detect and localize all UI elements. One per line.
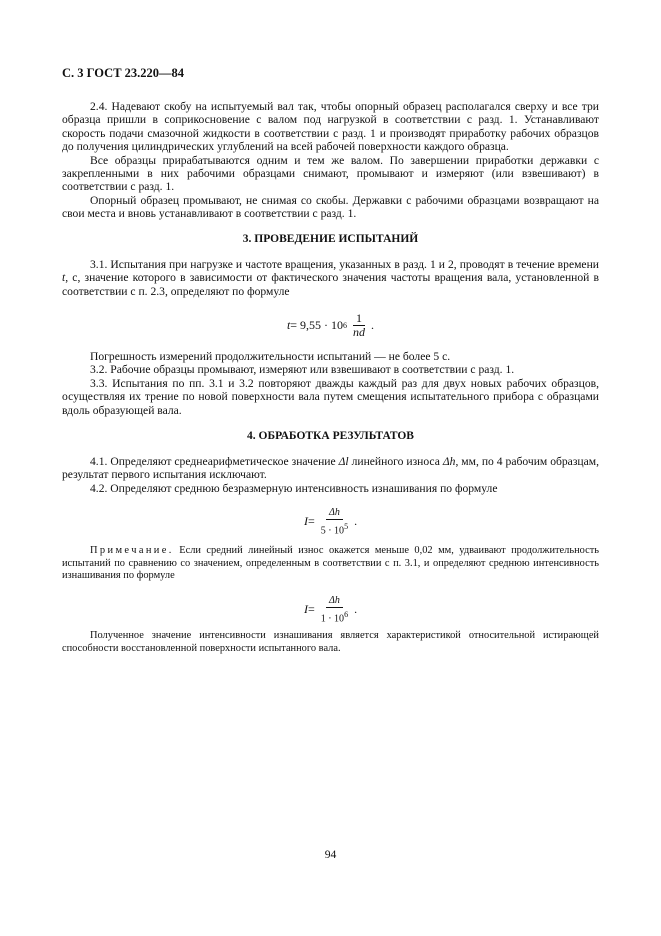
paragraph: Погрешность измерений продолжительности испытаний — не более 5 с. bbox=[90, 350, 451, 363]
page-number: 94 bbox=[324, 848, 337, 861]
paragraph: 3.1. Испытания при нагрузке и частоте вращения, указанных в разд. 1 и 2, проводят в течение времени t, с, значение которого в зависимости от фактического значения частоты вращения вала, установленной в соответствии с п. 2.3, определяют по формуле bbox=[62, 258, 599, 298]
section-3-rest bbox=[62, 350, 599, 417]
paragraph: 4.2. Определяют среднюю безразмерную интенсивность изнашивания по формуле bbox=[90, 481, 498, 495]
note bbox=[62, 545, 599, 583]
paragraph: Полученное значение интенсивности изнашивания является характеристикой относительной истирающей способности восстановленной поверхности испытанного вала. bbox=[62, 630, 599, 654]
fraction: $\frac{\Delta h}{1 \cdot 10^6}$ bbox=[320, 595, 349, 625]
paragraph: Все образцы прирабатываются одним и тем же валом. По завершении приработки державки с закрепленными в них рабочими образцами снимают, промывают и измеряют (или взвешивают) в соответствии с разд. 1. bbox=[62, 153, 599, 194]
section-3-heading: 3. ПРОВЕДЕНИЕ ИСПЫТАНИЙ bbox=[242, 233, 419, 245]
paragraph: 3.3. Испытания по пп. 3.1 и 3.2 повторяют дважды каждый раз для двух новых рабочих образцов, осуществляя их трение по новой поверхности вала путем смещения испытательного прибора с образцами вдоль образующей вала. bbox=[62, 376, 599, 417]
paragraph: Примечание. Если средний линейный износ окажется меньше 0,02 мм, удваивают продолжительность испытаний по сравнению со значением, определенным в соответствии с п. 3.1, и определяют среднюю интенсивность изнашивания по формуле bbox=[62, 545, 599, 582]
section-4-text bbox=[62, 455, 599, 495]
paragraph: Опорный образец промывают, не снимая со скобы. Державки с рабочими образцами возвращают на свои места и вновь устанавливают в соответствии с разд. 1. bbox=[62, 193, 599, 221]
paragraph: 3.2. Рабочие образцы промывают, измеряют или взвешивают в соответствии с разд. 1. bbox=[90, 363, 515, 377]
document-header: С. 3 ГОСТ 23.220—84 bbox=[62, 66, 185, 80]
section-4-heading: 4. ОБРАБОТКА РЕЗУЛЬТАТОВ bbox=[247, 430, 414, 442]
note-label: Примечание. bbox=[90, 545, 174, 556]
formula-time: t = 9,55 · 10 6 $\frac{1}{nd}$ . bbox=[286, 311, 375, 339]
conclusion bbox=[62, 630, 599, 655]
section-3-1-text bbox=[62, 258, 599, 298]
paragraph: 2.4. Надевают скобу на испытуемый вал так, чтобы опорный образец располагался сверху и все три образца пришли в соприкосновение с валом под нагрузкой в соответствии с разд. 1. Устанавливают скорость подачи смазочной жидкости в соответствии с разд. 1 и производят приработку рабочих образцов до получения цилиндрических углублений на всей рабочей поверхности каждого образца. bbox=[62, 100, 599, 154]
fraction: $\frac{1}{nd}$ bbox=[353, 311, 366, 339]
paragraph: 4.1. Определяют среднеарифметическое значение Δl линейного износа Δh, мм, по 4 рабочим образцам, результат первого испытания исключают. bbox=[62, 455, 599, 482]
formula-intensity: I = $\frac{\Delta h}{5 \cdot 10^5}$ . bbox=[303, 507, 358, 537]
fraction: $\frac{\Delta h}{5 \cdot 10^5}$ bbox=[320, 507, 349, 537]
section-2-4-text bbox=[62, 100, 599, 221]
formula-intensity-alt: I = $\frac{\Delta h}{1 \cdot 10^6}$ . bbox=[303, 595, 358, 625]
